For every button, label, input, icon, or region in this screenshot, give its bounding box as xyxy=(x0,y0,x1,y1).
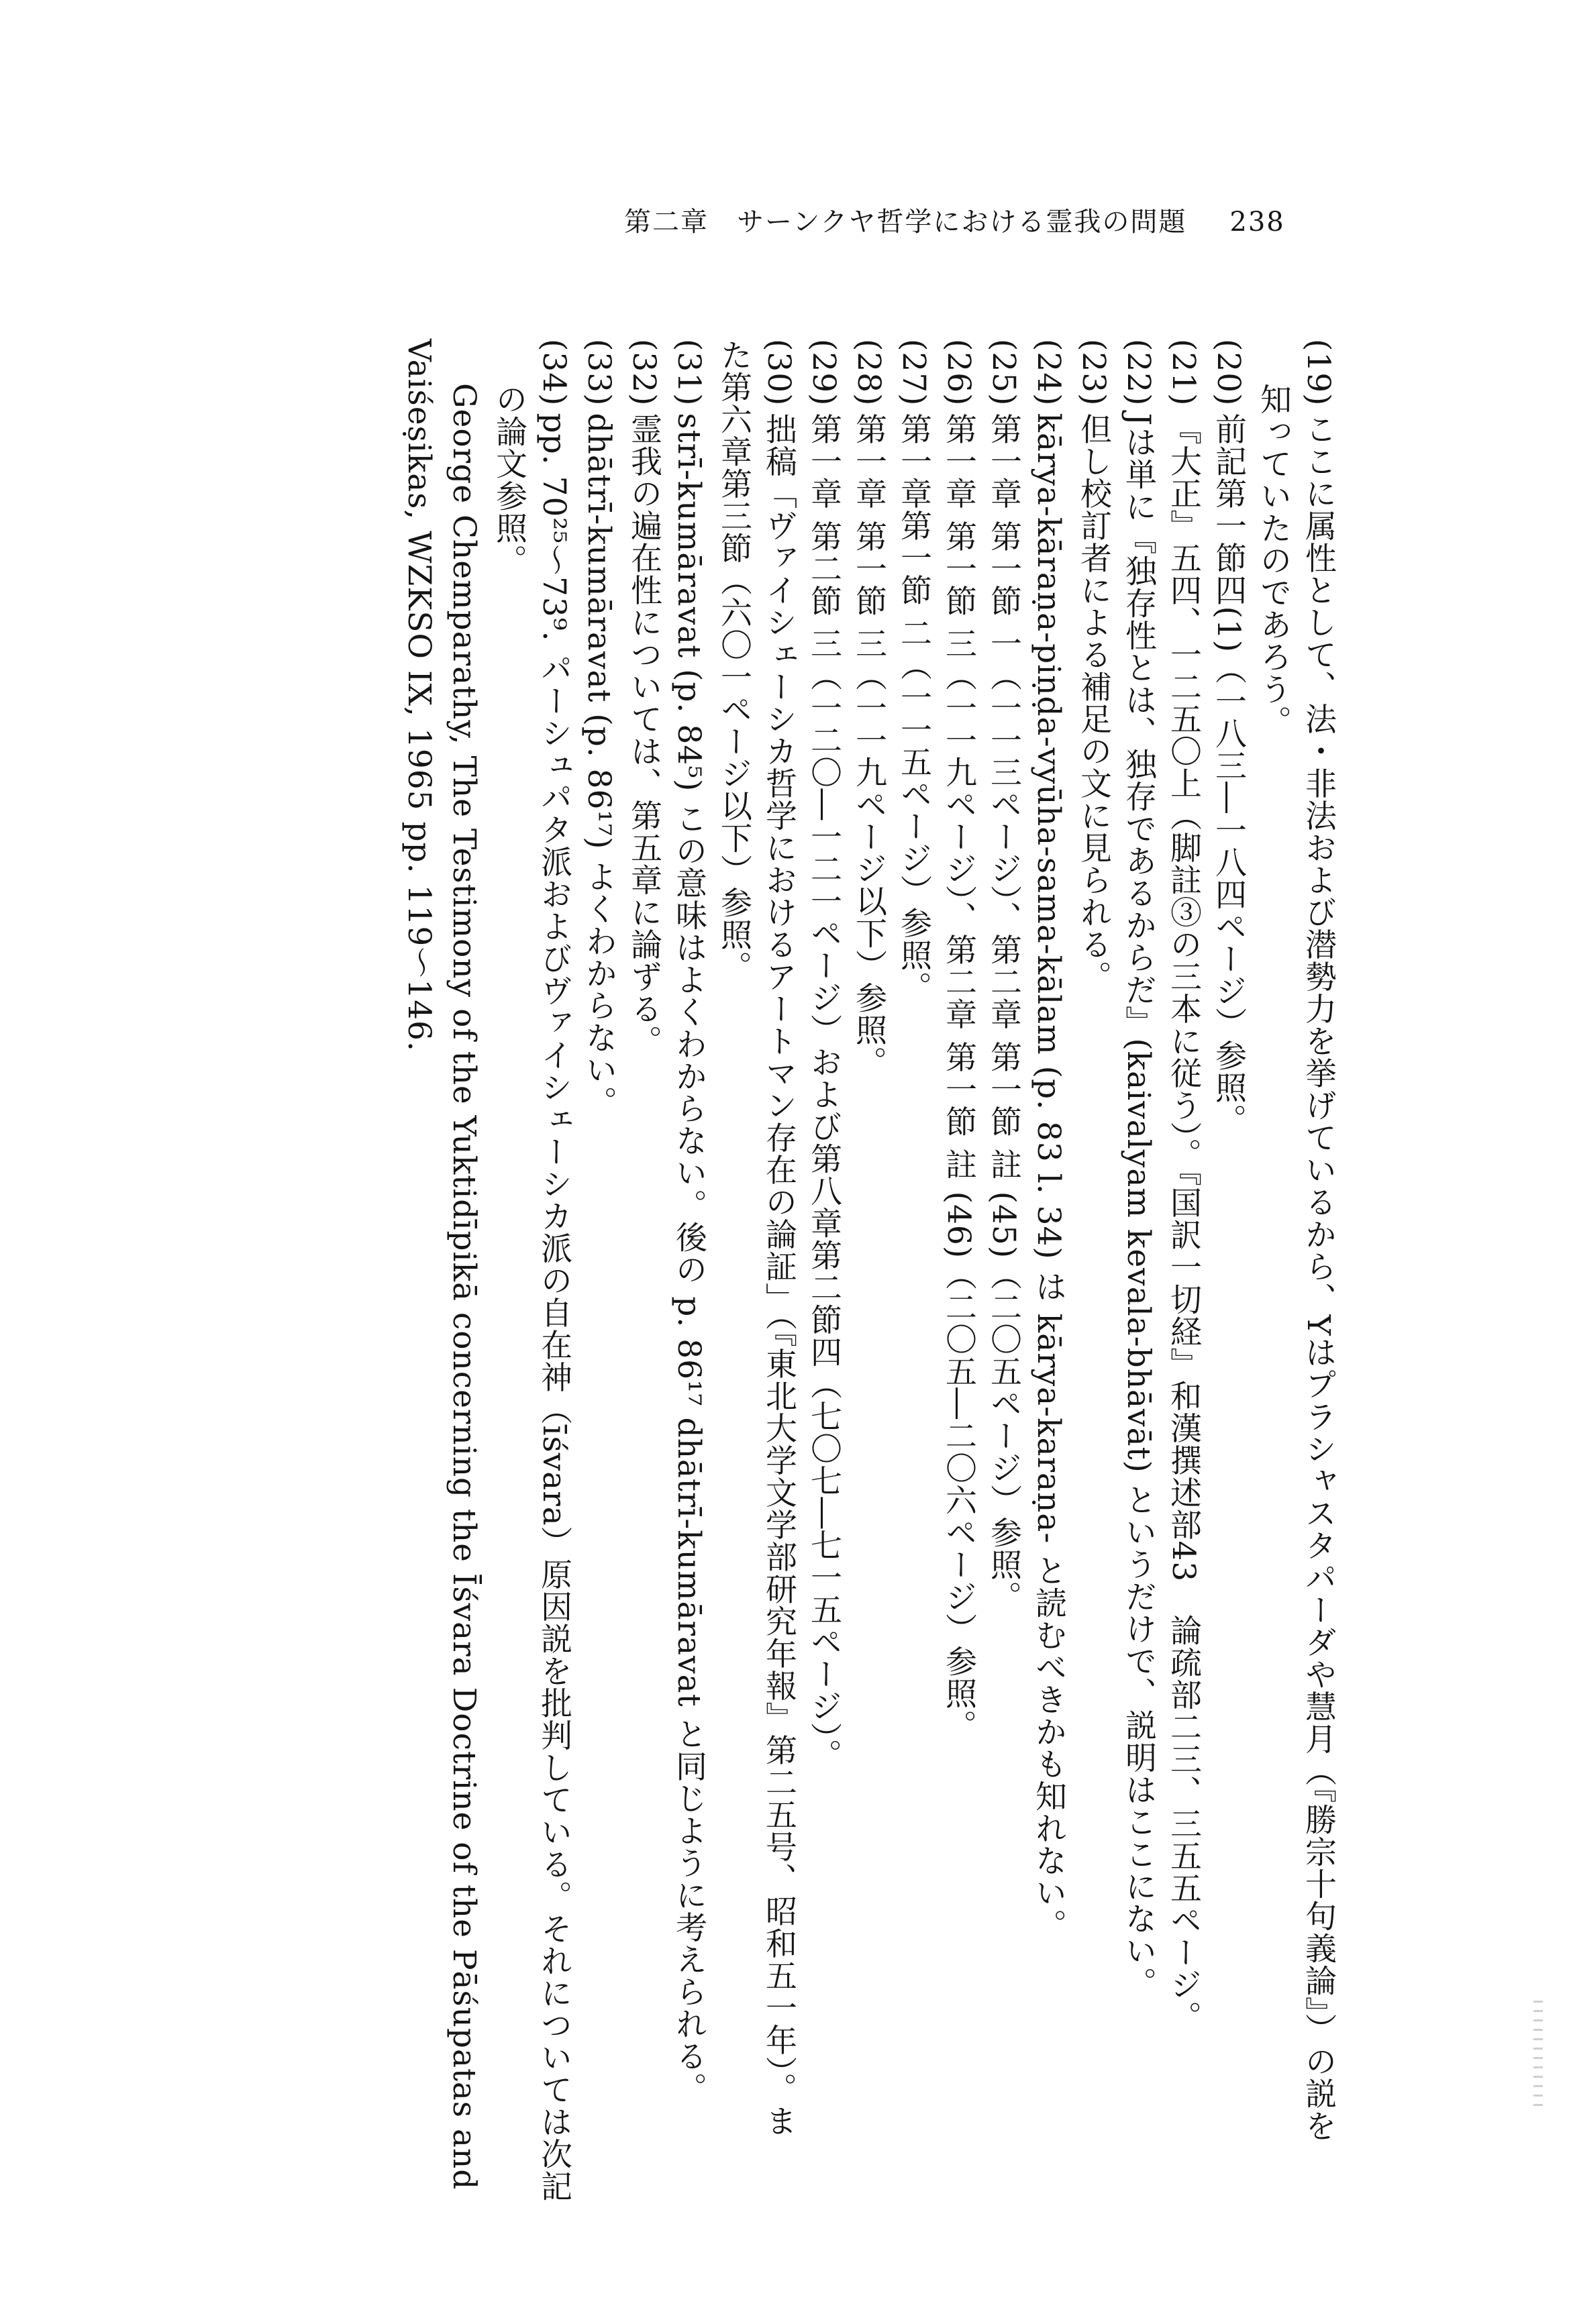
note-number: (24) xyxy=(1030,339,1067,407)
note-number: (22) xyxy=(1120,339,1157,407)
note-number: (29) xyxy=(805,339,842,407)
note-text: pp. 70²⁵〜73⁹. パーシュパタ派およびヴァイシェーシカ派の自在神（īśvara）原因説を批判している。それについては次記 xyxy=(536,413,572,2203)
note-22 xyxy=(1116,339,1161,2043)
running-header xyxy=(624,199,1322,246)
note-number: (33) xyxy=(580,339,617,407)
page-edge-mark xyxy=(1533,2001,1543,2108)
note-number: (32) xyxy=(625,339,662,407)
note-number: (21) xyxy=(1165,339,1202,407)
note-30 xyxy=(756,339,801,2137)
note-34 xyxy=(532,339,576,2203)
note-number: (26) xyxy=(940,339,977,407)
note-text: 第一章 第一節 三（一一九ページ）、第二章 第一節 註 (46)（二〇五―二〇六ページ）参照。 xyxy=(940,413,977,1742)
note-text: Jは単に『独存性とは、独存であるからだ』(kaivalyam kevala-bhāvāt) というだけで、説明はここにない。 xyxy=(1120,413,1157,1999)
note-number: (31) xyxy=(670,339,707,407)
note-27 xyxy=(891,339,936,2043)
note-text: dhātrī-kumāravat (p. 86¹⁷) よくわからない。 xyxy=(580,413,617,1118)
note-28 xyxy=(846,339,891,2043)
note-text: 『大正』五四、一二五〇上（脚註③の三本に従う）。『国訳一切経』和漢撰述部43 論疏部二三、三五五ページ。 xyxy=(1165,413,1202,2034)
note-33 xyxy=(576,339,621,2043)
note-number: (34) xyxy=(536,339,572,407)
note-number: (28) xyxy=(850,339,887,407)
note-31 xyxy=(666,339,711,2105)
note-24 xyxy=(1026,339,1071,2043)
note-number: (19) xyxy=(1300,339,1337,407)
note-29 xyxy=(801,339,846,2043)
note-number: (27) xyxy=(895,339,932,407)
reference-line-1: George Chemparathy, The Testimony of the Yuktidīpikā concerning the Īśvara Doctrine of the Pāśupatas and xyxy=(446,383,483,2190)
note-20 xyxy=(1206,339,1251,2043)
note-number: (20) xyxy=(1210,339,1247,407)
note-text: 第一章 第二節 三（一二〇―一二一ページ）および第八章第二節四（七〇七―七一五ページ）。 xyxy=(805,413,842,1771)
note-32 xyxy=(621,339,666,2043)
note-text: 拙稿「ヴァイシェーシカ哲学におけるアートマン存在の論証」（『東北大学文学部研究年報』第二五号、昭和五一年）。ま xyxy=(760,413,797,2137)
note-text: ここに属性として、法・非法および潜勢力を挙げているから、Yはプラシャスタパーダや慧月（『勝宗十句義論』）の説を xyxy=(1300,413,1337,2142)
note-text: 霊我の遍在性については、第五章に論ずる。 xyxy=(625,413,662,1057)
chapter-label: 第二章 xyxy=(624,207,709,237)
note-number: (23) xyxy=(1075,339,1112,407)
note-text: 第一章第一節 二（一一五ページ）参照。 xyxy=(895,413,932,1004)
note-19 xyxy=(1296,339,1341,2142)
note-text: 第一章 第一節 一（一一三ページ）、第二章 第一節 註 (45)（二〇五ページ）参照。 xyxy=(985,413,1022,1614)
note-text: 前記第一節四(1)（一八三―一八四ページ）参照。 xyxy=(1210,413,1247,1137)
note-19-continuation: 知っていたのであろう。 xyxy=(1255,383,1292,737)
note-number: (25) xyxy=(985,339,1022,407)
note-23 xyxy=(1071,339,1116,2043)
page-number: 238 xyxy=(1229,207,1285,237)
footnotes xyxy=(397,339,1341,2203)
note-34-continuation: の論文参照。 xyxy=(491,383,527,576)
note-text: strī-kumāravat (p. 84⁵) この意味はよくわからない。後の p. 86¹⁷ dhātrī-kumāravat と同じように考えられる。 xyxy=(670,413,707,2105)
note-text: 但し校訂者による補足の文に見られる。 xyxy=(1075,413,1112,993)
chapter-title: サーンクヤ哲学における霊我の問題 xyxy=(737,207,1187,237)
note-number: (30) xyxy=(760,339,797,407)
note-26 xyxy=(936,339,981,2043)
note-21 xyxy=(1161,339,1206,2043)
note-text: 第一章 第一節 三（一一九ページ以下）参照。 xyxy=(850,413,887,1079)
note-25 xyxy=(981,339,1026,2043)
reference-line-2: Vaiśeṣikas, WZKSO IX, 1965 pp. 119〜146. xyxy=(401,339,438,1052)
note-text: kārya-kāraṇa-piṇḍa-vyūha-sama-kālam (p. 83 l. 34) は kārya-karaṇa- と読むべきかも知れない。 xyxy=(1030,413,1067,1942)
note-30-continuation: た第六章第三節（六〇一ページ以下）参照。 xyxy=(715,339,752,983)
